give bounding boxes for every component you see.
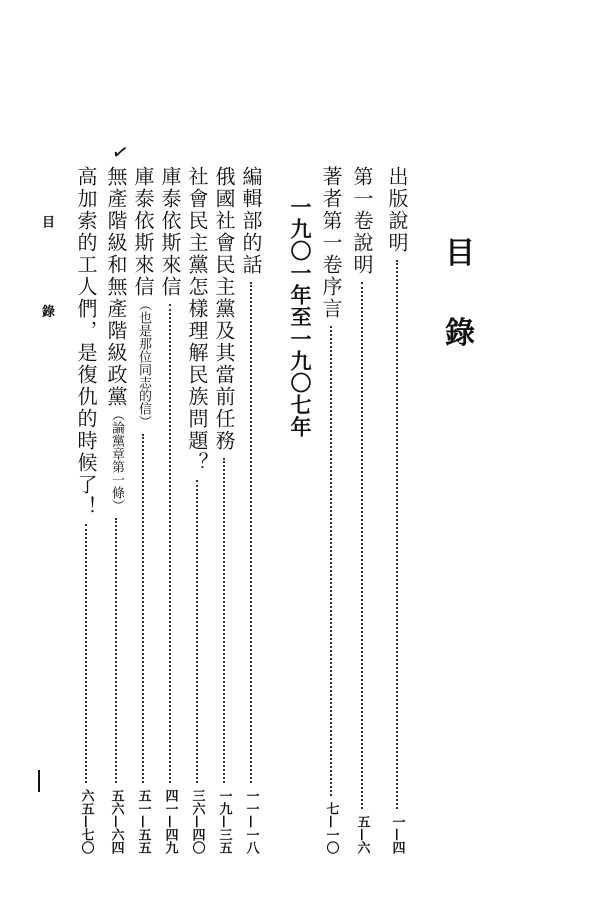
running-head: 目 錄 <box>39 215 54 354</box>
toc-entry-pages: 六五—七〇 <box>78 789 94 854</box>
toc-entry-pages: 五六—六四 <box>108 789 124 854</box>
dot-leader <box>115 518 117 783</box>
toc-entry-title: 高加索的工人們，是復仇的時候了！ <box>74 166 98 518</box>
toc-entry-title: 著者第一卷序言 <box>319 166 343 320</box>
toc-entry-title: 第一卷說明 <box>350 166 374 276</box>
toc-entry-title: 社會民主黨怎樣理解民族問題？ <box>185 166 209 474</box>
dot-leader <box>361 282 363 809</box>
toc-entry <box>157 166 183 856</box>
toc-entry <box>349 166 375 856</box>
dot-leader <box>196 480 198 783</box>
toc-entry-pages: 一一—一八 <box>243 789 259 854</box>
dot-leader <box>169 304 171 783</box>
dot-leader <box>223 458 225 783</box>
toc-entry-title: 出版說明 <box>385 166 409 254</box>
check-mark: ✓ <box>109 138 132 166</box>
toc-entry-title-main: 無產階級和無產階級政黨 <box>104 166 128 408</box>
toc-entry-title-note: （也是那位同志的信） <box>136 298 151 428</box>
dot-leader <box>396 260 398 809</box>
toc-entry-pages: 七—一〇 <box>323 802 339 854</box>
section-heading: 一九〇一年至一九〇七年 <box>288 196 313 438</box>
toc-entry-title: 庫泰依斯來信 <box>158 166 182 298</box>
title-char-1: 目 <box>445 236 475 271</box>
toc-entry-title <box>133 166 153 428</box>
toc-entry-title <box>106 166 126 512</box>
toc-entry <box>130 166 156 856</box>
toc-entry <box>211 166 237 856</box>
toc-entry <box>318 166 344 856</box>
toc-entry-title-note: （論黨章第一條） <box>109 408 124 512</box>
dot-leader <box>85 524 87 783</box>
toc-entry <box>184 166 210 856</box>
folio-mark <box>38 770 40 792</box>
toc-entry-pages: 一—四 <box>389 815 405 854</box>
toc-entry-title: 俄國社會民主黨及其當前任務 <box>212 166 236 452</box>
title-char-2: 錄 <box>445 316 475 351</box>
toc-entry-pages: 一九—三五 <box>216 789 232 854</box>
toc-entry-pages: 五—六 <box>354 815 370 854</box>
toc-entry <box>103 166 129 856</box>
dot-leader <box>330 326 332 796</box>
toc-entry <box>73 166 99 856</box>
toc-entry-title: 編輯部的話 <box>239 166 263 276</box>
dot-leader <box>142 434 144 783</box>
toc-entry <box>384 166 410 856</box>
toc-entry-pages: 五一—五五 <box>135 789 151 854</box>
toc-entry-title-main: 庫泰依斯來信 <box>131 166 155 298</box>
toc-entry-pages: 三六—四〇 <box>189 789 205 854</box>
toc-entry <box>238 166 264 856</box>
dot-leader <box>250 282 252 783</box>
toc-entry-pages: 四一—四九 <box>162 789 178 854</box>
